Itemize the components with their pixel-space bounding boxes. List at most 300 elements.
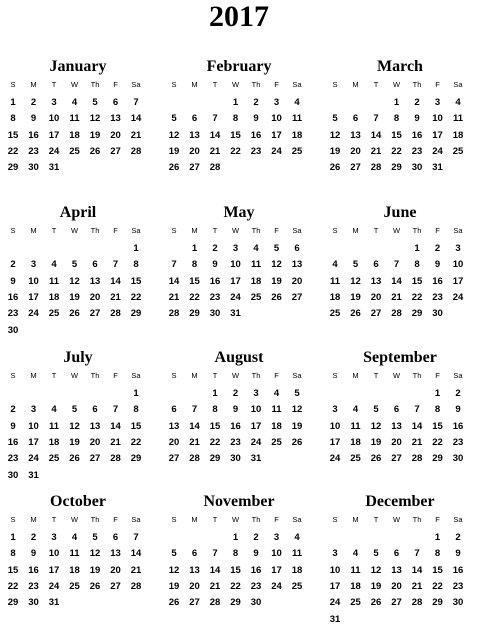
day-cell: 14: [411, 420, 423, 432]
day-cell: 22: [230, 145, 241, 157]
day-cell: 3: [273, 97, 280, 108]
weekday-label: F: [274, 80, 279, 89]
month-october: [3, 493, 153, 633]
day-cell: 29: [230, 597, 241, 609]
day-cell: 16: [411, 129, 423, 141]
day-cell: 24: [452, 291, 464, 303]
day-cell: 16: [250, 129, 262, 141]
day-cell: 5: [171, 548, 177, 560]
day-cell: 25: [69, 580, 80, 592]
day-cell: 17: [48, 564, 60, 576]
day-cell: 18: [69, 564, 80, 576]
weekday-label: T: [212, 226, 218, 235]
day-cell: 4: [455, 97, 461, 108]
day-cell: 17: [48, 129, 60, 141]
month-september: [325, 349, 475, 489]
weekday-label: M: [191, 515, 198, 524]
day-cell: 17: [28, 436, 39, 448]
day-cell: 27: [189, 162, 200, 174]
day-cell: 24: [48, 145, 60, 157]
day-cell: 30: [432, 308, 443, 320]
weekday-label: S: [332, 371, 338, 380]
day-cell: 26: [89, 145, 101, 157]
day-cell: 28: [370, 162, 382, 174]
day-cell: 29: [432, 453, 443, 465]
weekday-label: S: [10, 371, 16, 380]
day-cell: 28: [411, 453, 423, 465]
weekday-label: S: [10, 226, 16, 235]
day-cell: 20: [110, 564, 121, 576]
day-cell: 20: [168, 436, 180, 448]
weekday-label: W: [392, 80, 401, 89]
day-cell: 10: [329, 564, 341, 576]
day-cell: 16: [7, 291, 19, 303]
weekday-label: W: [231, 371, 240, 380]
month-name: June: [383, 204, 417, 221]
day-cell: 18: [329, 291, 341, 303]
weekday-label: M: [352, 226, 359, 235]
day-cell: 28: [110, 453, 121, 465]
day-cell: 8: [434, 404, 441, 416]
day-cell: 27: [391, 453, 402, 465]
month-name: August: [214, 349, 264, 366]
day-cell: 17: [230, 275, 241, 287]
day-cell: 1: [133, 388, 139, 399]
day-cell: 30: [7, 469, 19, 481]
day-cell: 12: [271, 259, 282, 271]
day-cell: 3: [455, 243, 461, 254]
day-cell: 23: [230, 436, 241, 448]
day-cell: 20: [291, 275, 303, 287]
day-cell: 8: [232, 113, 239, 125]
day-cell: 23: [250, 580, 262, 592]
day-cell: 13: [291, 259, 303, 271]
day-cell: 6: [294, 243, 300, 254]
day-cell: 27: [370, 308, 382, 320]
day-cell: 25: [452, 145, 464, 157]
day-cell: 11: [350, 420, 361, 432]
day-cell: 25: [350, 597, 361, 609]
day-cell: 13: [89, 420, 101, 432]
day-cell: 18: [452, 129, 464, 141]
day-cell: 31: [432, 162, 443, 174]
day-cell: 18: [69, 129, 80, 141]
day-cell: 26: [168, 597, 180, 609]
day-cell: 13: [189, 564, 200, 576]
month-april: [3, 204, 153, 344]
day-cell: 5: [294, 388, 300, 399]
month-name: September: [363, 349, 437, 366]
day-cell: 28: [209, 162, 221, 174]
day-cell: 5: [71, 259, 78, 271]
month-name: December: [365, 493, 435, 510]
day-cell: 29: [189, 308, 200, 320]
weekday-label: Sa: [131, 226, 141, 235]
day-cell: 1: [133, 243, 139, 254]
day-cell: 7: [112, 259, 119, 271]
day-cell: 30: [28, 597, 39, 609]
month-name: March: [377, 58, 423, 75]
day-cell: 24: [329, 597, 341, 609]
weekday-label: T: [212, 371, 218, 380]
month-name: November: [203, 493, 275, 510]
day-cell: 9: [10, 420, 16, 432]
day-cell: 19: [89, 564, 101, 576]
day-cell: 5: [71, 404, 78, 416]
day-cell: 10: [250, 404, 262, 416]
day-cell: 2: [232, 388, 239, 399]
day-cell: 9: [253, 548, 259, 560]
day-cell: 21: [130, 564, 142, 576]
weekday-label: M: [30, 80, 37, 89]
day-cell: 7: [133, 532, 139, 543]
day-cell: 17: [28, 291, 39, 303]
day-cell: 19: [89, 129, 101, 141]
weekday-label: Th: [251, 371, 261, 380]
weekday-label: T: [212, 80, 218, 89]
day-cell: 31: [48, 597, 60, 609]
day-cell: 17: [271, 564, 282, 576]
year-title: 2017: [209, 0, 269, 33]
day-cell: 11: [48, 275, 60, 287]
day-cell: 1: [393, 97, 400, 108]
weekday-label: M: [352, 80, 359, 89]
day-cell: 13: [89, 275, 101, 287]
day-cell: 26: [69, 453, 80, 465]
day-cell: 21: [110, 436, 121, 448]
day-cell: 11: [69, 113, 80, 125]
weekday-label: Th: [90, 515, 100, 524]
weekday-label: Th: [251, 226, 261, 235]
day-cell: 9: [414, 113, 420, 125]
day-cell: 27: [391, 597, 402, 609]
day-cell: 30: [250, 597, 262, 609]
day-cell: 24: [230, 291, 241, 303]
day-cell: 1: [212, 388, 218, 399]
day-cell: 13: [391, 420, 402, 432]
day-cell: 20: [189, 145, 200, 157]
day-cell: 24: [28, 308, 39, 320]
day-cell: 8: [191, 259, 198, 271]
day-cell: 11: [291, 113, 303, 125]
weekday-label: W: [231, 226, 240, 235]
month-july: [3, 349, 153, 489]
day-cell: 11: [291, 548, 303, 560]
weekday-label: S: [10, 515, 16, 524]
day-cell: 1: [434, 388, 441, 399]
day-cell: 16: [28, 564, 39, 576]
day-cell: 29: [391, 162, 402, 174]
day-cell: 6: [92, 259, 98, 271]
day-cell: 31: [329, 613, 341, 625]
day-cell: 12: [350, 275, 361, 287]
day-cell: 10: [452, 259, 464, 271]
day-cell: 2: [253, 532, 259, 543]
day-cell: 9: [30, 548, 37, 560]
weekday-label: F: [113, 371, 118, 380]
day-cell: 26: [271, 291, 282, 303]
day-cell: 4: [253, 243, 259, 254]
day-cell: 23: [28, 145, 39, 157]
day-cell: 19: [168, 145, 180, 157]
day-cell: 26: [370, 453, 382, 465]
day-cell: 21: [370, 145, 382, 157]
day-cell: 15: [189, 275, 200, 287]
weekday-label: M: [352, 515, 359, 524]
day-cell: 18: [291, 129, 303, 141]
weekday-label: F: [113, 515, 118, 524]
day-cell: 18: [48, 291, 60, 303]
day-cell: 5: [352, 259, 359, 271]
day-cell: 3: [434, 97, 441, 108]
day-cell: 15: [411, 275, 423, 287]
day-cell: 23: [432, 291, 443, 303]
day-cell: 19: [370, 580, 382, 592]
day-cell: 4: [352, 548, 359, 560]
weekday-label: Sa: [292, 80, 302, 89]
weekday-label: F: [435, 226, 440, 235]
day-cell: 2: [10, 259, 16, 271]
weekday-label: T: [51, 80, 57, 89]
day-cell: 3: [51, 97, 57, 108]
day-cell: 22: [411, 291, 423, 303]
weekday-label: T: [373, 515, 379, 524]
day-cell: 11: [48, 420, 60, 432]
day-cell: 30: [28, 162, 39, 174]
day-cell: 8: [133, 404, 139, 416]
month-name: July: [63, 349, 93, 366]
day-cell: 14: [168, 275, 180, 287]
day-cell: 12: [69, 420, 80, 432]
day-cell: 14: [370, 129, 382, 141]
day-cell: 25: [48, 453, 60, 465]
day-cell: 22: [7, 580, 19, 592]
day-cell: 13: [110, 113, 121, 125]
day-cell: 8: [10, 548, 16, 560]
day-cell: 3: [253, 388, 259, 399]
day-cell: 16: [230, 420, 241, 432]
day-cell: 5: [332, 113, 338, 125]
day-cell: 30: [452, 453, 464, 465]
day-cell: 15: [432, 564, 443, 576]
day-cell: 8: [133, 259, 139, 271]
day-cell: 28: [189, 453, 200, 465]
day-cell: 27: [89, 308, 101, 320]
day-cell: 30: [411, 162, 423, 174]
weekday-label: Sa: [453, 80, 463, 89]
day-cell: 2: [212, 243, 218, 254]
day-cell: 30: [452, 597, 464, 609]
day-cell: 12: [89, 113, 101, 125]
day-cell: 21: [391, 291, 402, 303]
day-cell: 28: [130, 580, 142, 592]
day-cell: 9: [434, 259, 441, 271]
day-cell: 10: [230, 259, 241, 271]
weekday-label: Sa: [292, 515, 302, 524]
day-cell: 9: [455, 548, 461, 560]
day-cell: 2: [30, 532, 37, 543]
day-cell: 27: [168, 453, 180, 465]
weekday-label: Th: [90, 80, 100, 89]
weekday-label: M: [191, 371, 198, 380]
day-cell: 4: [352, 404, 359, 416]
day-cell: 25: [69, 145, 80, 157]
day-cell: 10: [271, 113, 282, 125]
day-cell: 2: [30, 97, 37, 108]
weekday-label: M: [191, 226, 198, 235]
day-cell: 29: [7, 162, 19, 174]
day-cell: 1: [10, 97, 16, 108]
day-cell: 8: [232, 548, 239, 560]
day-cell: 21: [189, 436, 200, 448]
day-cell: 6: [191, 113, 198, 125]
day-cell: 23: [452, 580, 464, 592]
day-cell: 1: [434, 532, 441, 543]
day-cell: 14: [209, 564, 221, 576]
weekday-label: F: [274, 371, 279, 380]
weekday-label: Th: [251, 80, 261, 89]
day-cell: 22: [7, 145, 19, 157]
day-cell: 31: [48, 162, 60, 174]
day-cell: 18: [271, 420, 282, 432]
day-cell: 21: [209, 580, 221, 592]
day-cell: 20: [89, 436, 101, 448]
weekday-label: Th: [251, 515, 261, 524]
day-cell: 3: [30, 404, 37, 416]
day-cell: 11: [250, 259, 262, 271]
day-cell: 1: [414, 243, 420, 254]
day-cell: 13: [189, 129, 200, 141]
weekday-label: Sa: [453, 371, 463, 380]
day-cell: 13: [370, 275, 382, 287]
day-cell: 15: [230, 564, 241, 576]
day-cell: 23: [7, 453, 19, 465]
day-cell: 12: [168, 564, 180, 576]
day-cell: 14: [411, 564, 423, 576]
day-cell: 16: [452, 420, 464, 432]
day-cell: 31: [250, 453, 262, 465]
month-name: January: [49, 58, 107, 75]
day-cell: 4: [71, 532, 78, 543]
day-cell: 9: [253, 113, 259, 125]
month-name: February: [206, 58, 272, 75]
weekday-label: S: [171, 515, 177, 524]
month-may: [164, 204, 314, 344]
day-cell: 19: [69, 291, 80, 303]
day-cell: 29: [411, 308, 423, 320]
day-cell: 5: [171, 113, 177, 125]
day-cell: 23: [28, 580, 39, 592]
day-cell: 6: [393, 404, 400, 416]
day-cell: 3: [51, 532, 57, 543]
day-cell: 24: [329, 453, 341, 465]
day-cell: 15: [230, 129, 241, 141]
day-cell: 6: [171, 404, 177, 416]
day-cell: 8: [414, 259, 420, 271]
day-cell: 28: [130, 145, 142, 157]
day-cell: 14: [189, 420, 200, 432]
day-cell: 2: [10, 404, 16, 416]
day-cell: 5: [373, 404, 379, 416]
day-cell: 4: [294, 532, 300, 543]
month-name: October: [50, 493, 106, 510]
weekday-label: S: [10, 80, 16, 89]
day-cell: 27: [291, 291, 303, 303]
weekday-label: M: [352, 371, 359, 380]
day-cell: 7: [212, 113, 218, 125]
day-cell: 7: [171, 259, 177, 271]
day-cell: 12: [370, 564, 382, 576]
day-cell: 3: [30, 259, 37, 271]
day-cell: 5: [373, 548, 379, 560]
weekday-label: S: [332, 226, 338, 235]
day-cell: 30: [209, 308, 221, 320]
day-cell: 22: [130, 291, 142, 303]
weekday-label: Sa: [131, 371, 141, 380]
day-cell: 22: [130, 436, 142, 448]
day-cell: 25: [250, 291, 262, 303]
weekday-label: Sa: [131, 515, 141, 524]
day-cell: 4: [51, 404, 57, 416]
day-cell: 8: [434, 548, 441, 560]
weekday-label: M: [191, 80, 198, 89]
day-cell: 26: [329, 162, 341, 174]
day-cell: 5: [92, 532, 98, 543]
weekday-label: T: [51, 515, 57, 524]
day-cell: 22: [391, 145, 402, 157]
day-cell: 16: [250, 564, 262, 576]
month-august: [164, 349, 314, 489]
day-cell: 12: [89, 548, 101, 560]
day-cell: 4: [51, 259, 57, 271]
day-cell: 29: [7, 597, 19, 609]
day-cell: 30: [230, 453, 241, 465]
day-cell: 4: [273, 388, 280, 399]
day-cell: 3: [332, 548, 338, 560]
day-cell: 15: [130, 275, 142, 287]
day-cell: 14: [110, 420, 121, 432]
day-cell: 8: [393, 113, 400, 125]
day-cell: 16: [432, 275, 443, 287]
day-cell: 8: [212, 404, 218, 416]
day-cell: 23: [452, 436, 464, 448]
weekday-label: W: [70, 515, 79, 524]
day-cell: 20: [391, 436, 402, 448]
day-cell: 20: [370, 291, 382, 303]
day-cell: 26: [168, 162, 180, 174]
day-cell: 10: [432, 113, 443, 125]
day-cell: 30: [7, 324, 19, 336]
day-cell: 17: [452, 275, 464, 287]
day-cell: 29: [432, 597, 443, 609]
day-cell: 28: [209, 597, 221, 609]
day-cell: 20: [350, 145, 361, 157]
day-cell: 27: [110, 145, 121, 157]
day-cell: 18: [350, 436, 361, 448]
day-cell: 28: [411, 597, 423, 609]
day-cell: 7: [212, 548, 218, 560]
day-cell: 19: [370, 436, 382, 448]
day-cell: 7: [373, 113, 379, 125]
day-cell: 1: [10, 532, 16, 543]
day-cell: 18: [350, 580, 361, 592]
day-cell: 8: [10, 113, 16, 125]
day-cell: 19: [291, 420, 303, 432]
weekday-label: W: [70, 80, 79, 89]
day-cell: 20: [189, 580, 200, 592]
weekday-label: F: [435, 371, 440, 380]
day-cell: 2: [414, 97, 420, 108]
